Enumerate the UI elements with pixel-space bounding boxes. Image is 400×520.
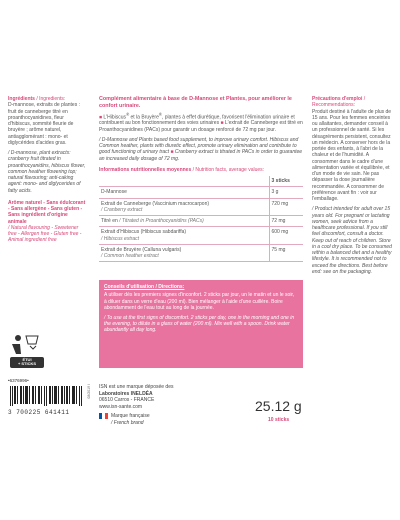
directions-title-fr: Conseils d'utilisation: [104, 284, 155, 290]
recycling-label: [12, 358, 42, 367]
nutrition-table: [99, 176, 303, 262]
directions-title: [104, 284, 298, 290]
desc-en-part2: Cranberry extract is titrated in PACs in order to guarantee an increased daily dosage of 72 mg.: [99, 149, 303, 162]
table-row: [99, 244, 303, 262]
barcode-block: [8, 378, 88, 416]
flavour-text-fr: Arôme naturel - Sans édulcorant - Sans allergène - Sans gluten - Sans ingrédient d'origine animale: [8, 199, 86, 225]
ingredients-title-fr: Ingrédients: [8, 96, 35, 102]
product-title: Complément alimentaire à base de D-Mannose et Plantes, pour améliorer le confort urinaire.: [99, 96, 292, 109]
company-line1: ISN est une marque déposée des: [99, 384, 174, 390]
french-brand-text: [111, 413, 150, 426]
row-name: [99, 187, 269, 198]
row-name: [99, 216, 269, 227]
desc-fr-part4: L'extrait de Canneberge est titré en Proanthocyanidines (PACs) pour garantir un dosage renforcé de 72 mg par jour.: [99, 120, 303, 133]
bullet-icon: ■: [170, 149, 174, 156]
row-name-en: / Cranberry extract: [101, 206, 143, 213]
recycling-logo: [8, 330, 46, 370]
recommendations-title-fr: Précautions d'emploi: [312, 96, 363, 102]
ingredients-text-en: / D-mannose, plant extracts: cranberry fruit titrated in proanthocyanidins, hibiscus flower, common heather flowering top; natural flavouring; anti-caking agent: mono- and diglycerides of fatty acids.: [8, 150, 86, 194]
bullet-icon: ■: [220, 120, 224, 127]
directions-title-en: / Directions:: [154, 284, 185, 290]
barcode-icon: [8, 386, 88, 406]
flavour-block: [8, 200, 86, 244]
desc-fr-part3: , plantes à effet diurétique, favorisent l'élimination urinaire et contribuent au bon fonctionnement des voies urinaires: [99, 114, 295, 127]
row-name-fr: D-Mannose: [101, 189, 127, 196]
description-en: [99, 137, 303, 162]
desc-fr-part1: L'Hibiscus: [103, 114, 127, 121]
barcode-top-code: •6376996•: [8, 378, 29, 383]
recommendations-block: [312, 96, 394, 202]
row-name: [99, 244, 269, 262]
nutrition-title-en: / Nutrition facts, average values:: [191, 166, 265, 173]
table-row: [99, 227, 303, 245]
company-line2: Laboratoires INELDÉA: [99, 390, 153, 397]
row-value: 600 mg: [269, 227, 303, 245]
row-value: 72 mg: [269, 216, 303, 227]
flavour-text-en: / Natural flavouring - Sweetener free - Allergen free - Gluten free - Animal ingredient free: [8, 224, 82, 244]
french-brand-fr: Marque française: [111, 413, 150, 419]
net-weight: 25.12 g: [255, 398, 302, 414]
recycling-label-box: ÉTUI: [22, 357, 32, 362]
row-name: [99, 198, 269, 216]
table-row: [99, 198, 303, 216]
recommendations-column: [312, 96, 394, 279]
recommendations-title-en: / Recommendations:: [312, 96, 366, 109]
stick-count: 10 sticks: [268, 417, 290, 423]
row-name-en: / Titrated in Proanthocyanidins (PACs): [119, 218, 204, 225]
directions-text-en: / To use at the first signs of discomfort. 2 sticks per day, one in the morning and one in the evening, to dilute in a glass of water (200 ml). Mix well with a spoon. Drink water abundantly all day long.: [104, 314, 295, 334]
company-block: [99, 384, 219, 426]
french-brand-row: [99, 413, 219, 426]
row-value: 720 mg: [269, 198, 303, 216]
row-value: 3 g: [269, 187, 303, 198]
row-name: [99, 227, 269, 245]
company-line3: 06510 Carros - FRANCE: [99, 397, 155, 403]
table-row: [99, 187, 303, 198]
company-website: www.isn-sante.com: [99, 403, 143, 410]
row-name-fr: Extrait d'Hibiscus (Hibiscus sabdariffa): [101, 229, 187, 236]
directions-text-fr: A utiliser dès les premiers signes d'inconfort. 2 sticks par jour, un le matin et un le soir, à diluer dans un verre d'eau (200 ml). Bien mélanger à l'aide d'une cuillère. Boire abondamment de l'eau tout au long de la journée.: [104, 292, 295, 312]
row-name-fr: Extrait de Canneberge (Vaccinium macrocarpon): [101, 200, 210, 207]
registered-mark: ®: [126, 111, 130, 117]
row-name-fr: Titré en: [101, 218, 118, 225]
registered-mark: ®: [158, 111, 162, 117]
ingredients-title-en: / Ingredients:: [36, 96, 66, 102]
french-brand-en: / French brand: [111, 419, 144, 426]
nutrition-title-fr: Informations nutritionnelles moyennes: [99, 166, 192, 173]
desc-fr-part2: et la Bruyère: [129, 114, 159, 121]
row-name-fr: Extrait de Bruyère (Calluna vulgaris): [101, 246, 182, 253]
recommendations-text-fr: Produit destiné à l'adulte de plus de 15 ans. Pour les femmes enceintes ou allaitantes, demander conseil à un professionnel de santé. Si les désagréments persistent, consultez un médecin. A conserver hors de la portée des enfants, à l'abri de la chaleur et de l'humidité. A consommer dans le cadre d'une alimentation variée et équilibrée, et d'un mode de vie sain. Ne pas dépasser la dose journalière recommandée. A consommer de préférence avant fin : voir sur l'emballage.: [312, 108, 392, 202]
description-fr: [99, 112, 303, 133]
ingredients-column: [8, 96, 86, 248]
row-name-en: / Hibiscus extract: [101, 235, 140, 242]
ingredients-block: [8, 96, 86, 146]
nutrition-header-sticks: 3 sticks: [269, 176, 303, 187]
table-row: [99, 216, 303, 227]
header-empty: [99, 176, 269, 187]
row-value: 75 mg: [269, 244, 303, 262]
bullet-icon: ■: [99, 114, 103, 121]
nutrition-header-row: [99, 176, 303, 187]
batch-code: 08/2019 I: [87, 384, 91, 399]
recycling-label-sticks: + STICKS: [17, 361, 37, 367]
description-column: [99, 96, 303, 262]
french-flag-icon: [99, 413, 108, 419]
barcode-digits: 3 700225 641411: [8, 408, 70, 416]
recommendations-text-en: / Product intended for adult over 15 years old. For pregnant or lactating women, seek advice from a healthcare professional. If you still feel discomfort, consult a doctor. Keep out of reach of children. Store in a cool dry place. To be consumed within a balanced diet and a healthy lifestyle. It is recommended not to exceed the directions. Best before end: see on the packaging.: [312, 206, 392, 275]
nutrition-title: [99, 167, 303, 173]
desc-en-part1: / D-Mannose and Plants based food supplement, to improve urinary comfort. Hibiscus and Common heather, plants with diuretic effect, promote urinary elimination and contribute to good functioning of urinary tract: [99, 136, 299, 156]
directions-box: [99, 280, 303, 368]
ingredients-text-fr: D-mannose, extraits de plantes : fruit de canneberge titré en proanthocyanidines, fleur d'hibiscus, sommité fleurie de bruyère ; arôme naturel, antiagglomérant : mono- et diglycérides d'acides gras.: [8, 102, 80, 146]
row-name-en: / Common heather extract: [101, 253, 159, 260]
